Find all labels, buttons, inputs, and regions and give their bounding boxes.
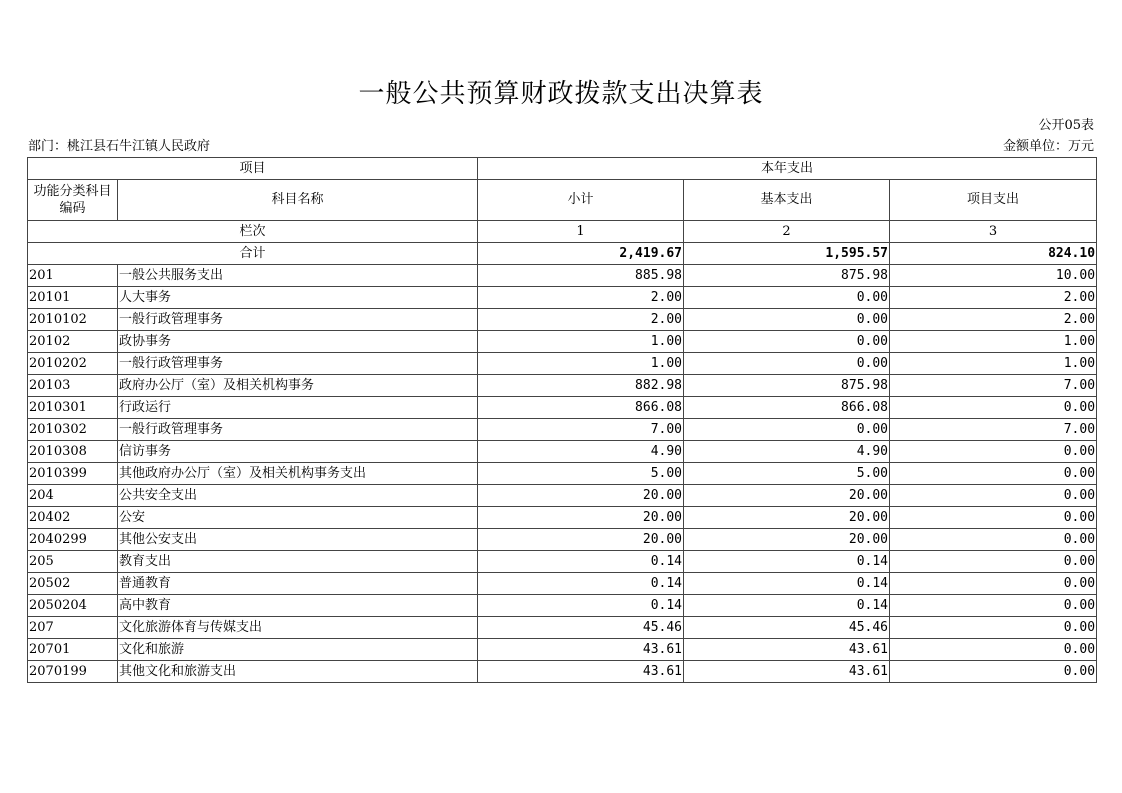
row-basic: 866.08 [684,397,890,419]
table-row [28,375,1097,397]
table-row [28,463,1097,485]
row-name: 一般行政管理事务 [118,309,478,331]
row-project: 0.00 [890,551,1097,573]
header-current-year: 本年支出 [478,158,1097,180]
row-name: 公安 [118,507,478,529]
row-subtotal: 43.61 [478,661,684,683]
form-number: 公开05表 [1038,118,1094,133]
amount-unit-label: 金额单位：万元 [1002,139,1094,154]
row-code: 2010202 [28,353,118,375]
row-code: 2010102 [28,309,118,331]
table-row [28,419,1097,441]
row-subtotal: 20.00 [478,485,684,507]
row-code: 20502 [28,573,118,595]
row-project: 7.00 [890,419,1097,441]
table-row [28,661,1097,683]
row-project: 0.00 [890,639,1097,661]
row-project: 2.00 [890,309,1097,331]
row-project: 0.00 [890,529,1097,551]
row-subtotal: 1.00 [478,353,684,375]
row-code: 20701 [28,639,118,661]
row-project: 7.00 [890,375,1097,397]
row-code: 20103 [28,375,118,397]
total-basic: 1,595.57 [684,243,890,265]
table-row [28,551,1097,573]
row-subtotal: 2.00 [478,309,684,331]
row-project: 0.00 [890,617,1097,639]
row-subtotal: 885.98 [478,265,684,287]
row-basic: 20.00 [684,507,890,529]
row-basic: 45.46 [684,617,890,639]
total-project: 824.10 [890,243,1097,265]
row-name: 政府办公厅（室）及相关机构事务 [118,375,478,397]
row-name: 其他政府办公厅（室）及相关机构事务支出 [118,463,478,485]
budget-table [27,157,1097,683]
row-code: 201 [28,265,118,287]
header-project: 项目 [28,158,478,180]
row-name: 其他文化和旅游支出 [118,661,478,683]
row-project: 0.00 [890,397,1097,419]
row-project: 0.00 [890,661,1097,683]
row-name: 文化和旅游 [118,639,478,661]
row-basic: 20.00 [684,529,890,551]
table-row [28,265,1097,287]
total-row [28,243,1097,265]
row-basic: 0.14 [684,595,890,617]
header-basic: 基本支出 [684,180,890,221]
table-row [28,595,1097,617]
header-subtotal: 小计 [478,180,684,221]
table-row [28,529,1097,551]
row-project: 0.00 [890,485,1097,507]
row-subtotal: 20.00 [478,529,684,551]
row-project: 10.00 [890,265,1097,287]
row-name: 信访事务 [118,441,478,463]
row-basic: 0.00 [684,419,890,441]
table-row [28,507,1097,529]
total-label: 合计 [28,243,478,265]
row-code: 2050204 [28,595,118,617]
row-project: 2.00 [890,287,1097,309]
table-row [28,639,1097,661]
row-project: 0.00 [890,463,1097,485]
row-subtotal: 0.14 [478,573,684,595]
row-code: 2010308 [28,441,118,463]
table-row [28,309,1097,331]
row-code: 20101 [28,287,118,309]
header-row-2 [28,180,1097,221]
row-project: 0.00 [890,441,1097,463]
row-subtotal: 20.00 [478,507,684,529]
row-code: 2040299 [28,529,118,551]
row-code: 2010399 [28,463,118,485]
row-name: 一般行政管理事务 [118,353,478,375]
row-basic: 0.00 [684,287,890,309]
row-basic: 5.00 [684,463,890,485]
column-index-1: 1 [478,221,684,243]
row-basic: 875.98 [684,375,890,397]
column-index-label: 栏次 [28,221,478,243]
row-subtotal: 7.00 [478,419,684,441]
row-code: 207 [28,617,118,639]
row-code: 2010301 [28,397,118,419]
table-row [28,397,1097,419]
row-basic: 0.00 [684,331,890,353]
table-row [28,331,1097,353]
header-code: 功能分类科目编码 [28,180,118,221]
row-project: 1.00 [890,331,1097,353]
row-name: 人大事务 [118,287,478,309]
row-name: 政协事务 [118,331,478,353]
row-subtotal: 43.61 [478,639,684,661]
row-basic: 0.00 [684,309,890,331]
row-code: 205 [28,551,118,573]
row-name: 公共安全支出 [118,485,478,507]
row-basic: 875.98 [684,265,890,287]
row-name: 普通教育 [118,573,478,595]
row-basic: 0.14 [684,573,890,595]
row-name: 教育支出 [118,551,478,573]
header-row-1 [28,158,1097,180]
row-project: 1.00 [890,353,1097,375]
row-project: 0.00 [890,573,1097,595]
row-name: 高中教育 [118,595,478,617]
table-row [28,617,1097,639]
row-basic: 0.00 [684,353,890,375]
row-code: 20102 [28,331,118,353]
row-basic: 4.90 [684,441,890,463]
column-index-2: 2 [684,221,890,243]
row-basic: 43.61 [684,639,890,661]
row-name: 一般公共服务支出 [118,265,478,287]
row-subtotal: 0.14 [478,551,684,573]
row-basic: 43.61 [684,661,890,683]
row-subtotal: 5.00 [478,463,684,485]
table-row [28,441,1097,463]
table-row [28,353,1097,375]
row-subtotal: 0.14 [478,595,684,617]
header-project-expense: 项目支出 [890,180,1097,221]
table-row [28,485,1097,507]
column-index-row [28,221,1097,243]
header-name: 科目名称 [118,180,478,221]
row-code: 204 [28,485,118,507]
row-subtotal: 866.08 [478,397,684,419]
row-code: 2070199 [28,661,118,683]
row-project: 0.00 [890,507,1097,529]
column-index-3: 3 [890,221,1097,243]
row-subtotal: 1.00 [478,331,684,353]
row-basic: 20.00 [684,485,890,507]
row-name: 行政运行 [118,397,478,419]
row-name: 文化旅游体育与传媒支出 [118,617,478,639]
row-subtotal: 4.90 [478,441,684,463]
table-row [28,573,1097,595]
row-project: 0.00 [890,595,1097,617]
row-subtotal: 45.46 [478,617,684,639]
row-name: 其他公安支出 [118,529,478,551]
total-subtotal: 2,419.67 [478,243,684,265]
page-title: 一般公共预算财政拨款支出决算表 [358,79,764,109]
row-basic: 0.14 [684,551,890,573]
row-subtotal: 882.98 [478,375,684,397]
row-name: 一般行政管理事务 [118,419,478,441]
row-code: 20402 [28,507,118,529]
department-label: 部门：桃江县石牛江镇人民政府 [28,139,211,154]
row-code: 2010302 [28,419,118,441]
table-row [28,287,1097,309]
row-subtotal: 2.00 [478,287,684,309]
